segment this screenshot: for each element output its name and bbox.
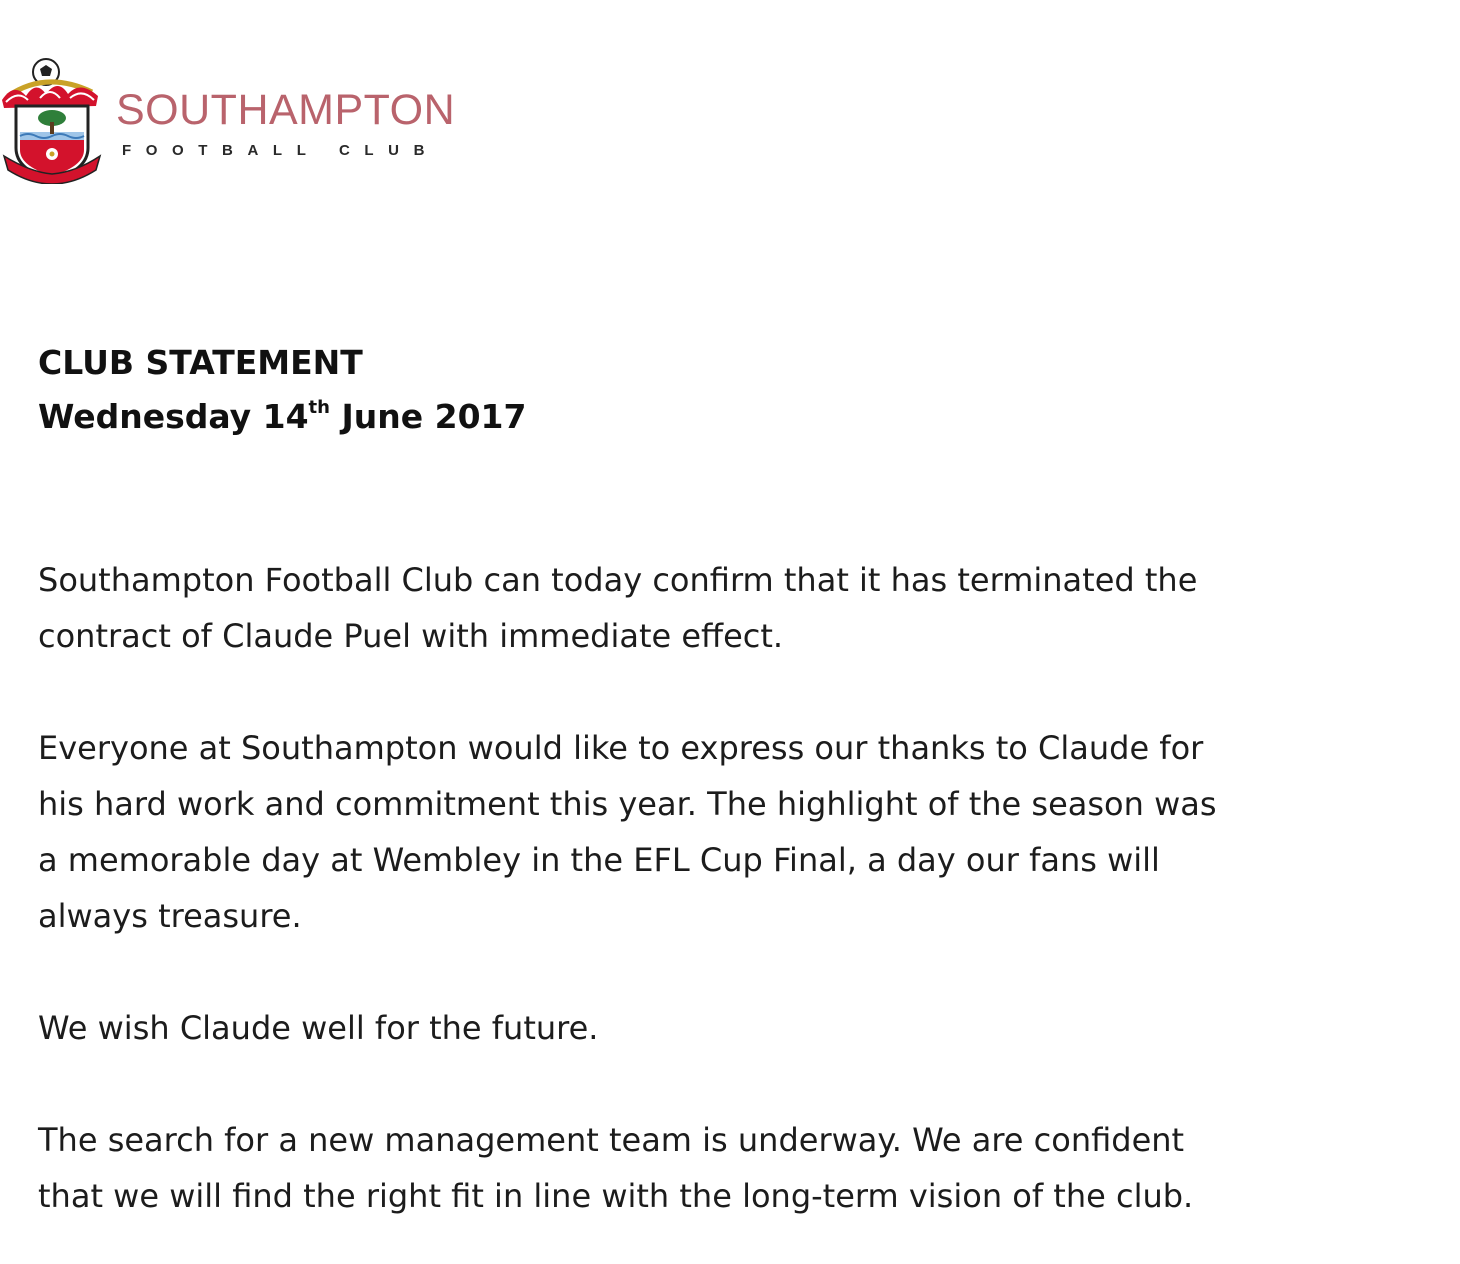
date-rest: June 2017 [341,397,527,436]
date-ordinal: th [308,397,330,418]
statement-heading [38,336,526,444]
club-brand [116,86,455,159]
paragraph-line: Everyone at Southampton would like to express our thanks to Claude for [38,729,1204,767]
statement-title: CLUB STATEMENT [38,343,363,382]
paragraph-line: The search for a new management team is underway. We are confident [38,1121,1185,1159]
paragraph-line: that we will find the right fit in line with the long-term vision of the club. [38,1177,1194,1215]
brand-subtitle: FOOTBALL CLUB [122,142,440,159]
paragraph-2 [38,720,1217,944]
paragraph-line: contract of Claude Puel with immediate effect. [38,617,784,655]
paragraph-1 [38,552,1197,664]
paragraph-line: Southampton Football Club can today confirm that it has terminated the [38,561,1198,599]
brand-name: SOUTHAMPTON [116,86,456,134]
statement-date [38,390,526,444]
paragraph-line: his hard work and commitment this year. The highlight of the season was [38,785,1217,823]
paragraph-line: a memorable day at Wembley in the EFL Cup Final, a day our fans will [38,841,1160,879]
paragraph-3 [38,1000,598,1056]
paragraph-4 [38,1112,1193,1224]
paragraph-line: always treasure. [38,897,302,935]
date-day: Wednesday 14 [38,397,309,436]
club-crest-icon [0,52,104,184]
paragraph-line: We wish Claude well for the future. [38,1009,599,1047]
